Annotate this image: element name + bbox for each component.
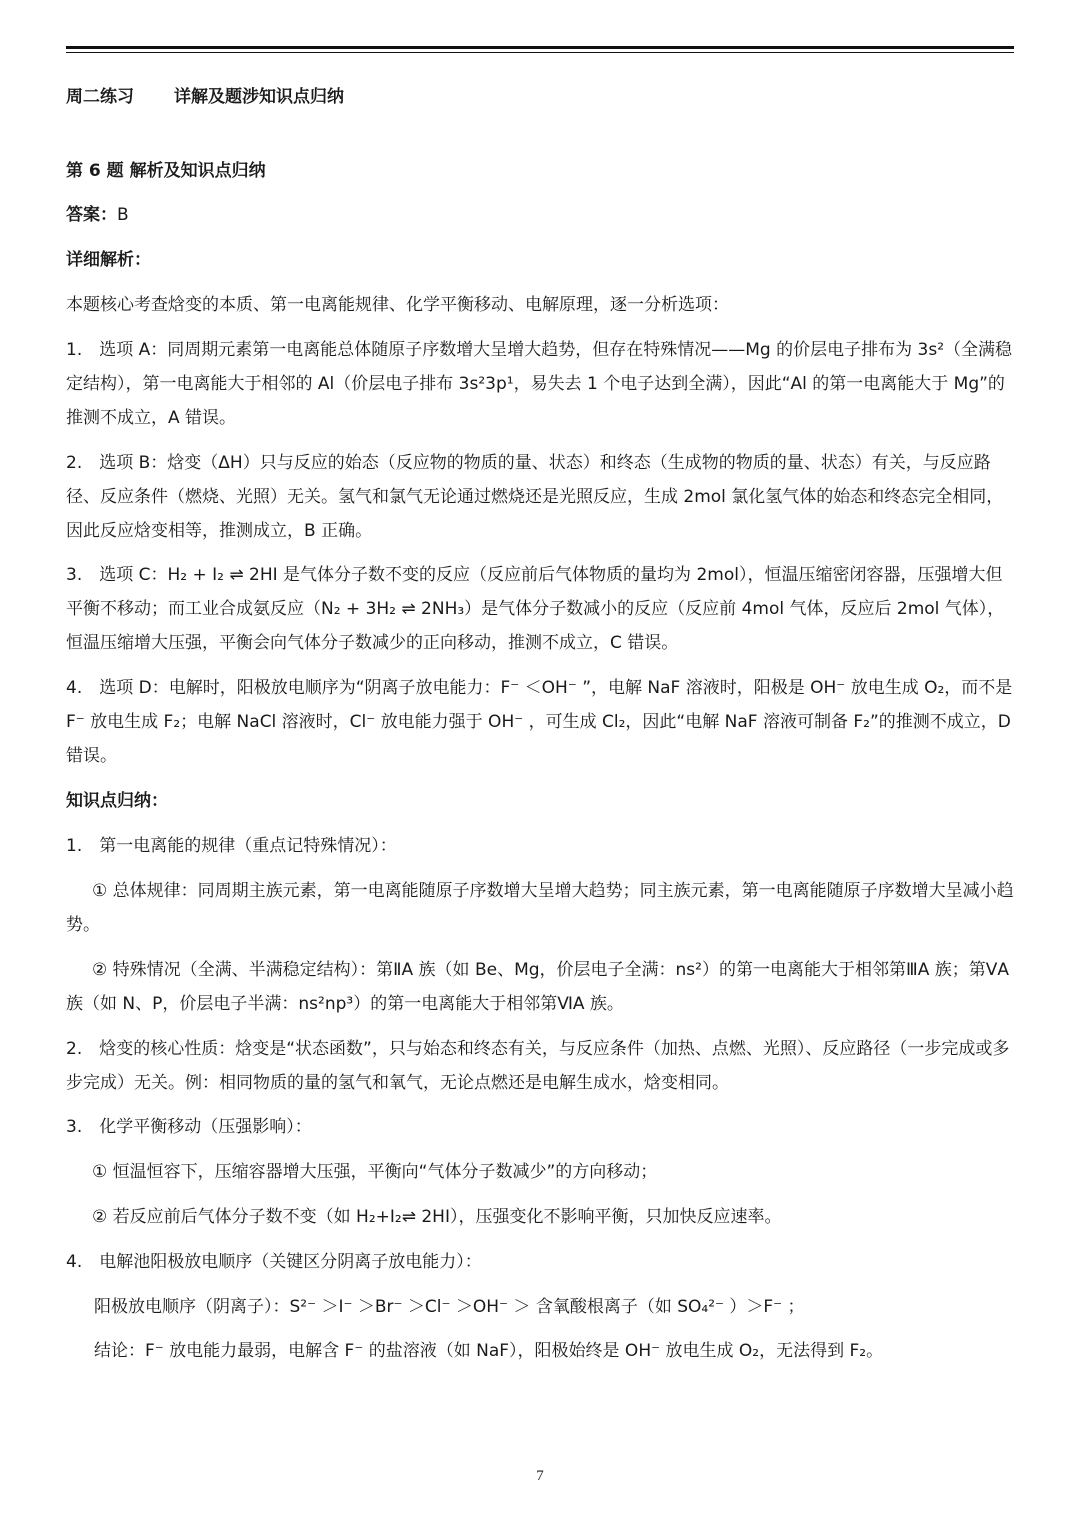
knowledge-4-title: 4. 电解池阳极放电顺序（关键区分阴离子放电能力）： (66, 1252, 482, 1272)
option-c-analysis: 3. 选项 C：H₂ + I₂ ⇌ 2HI 是气体分子数不变的反应（反应前后气体物质的量均为 2mol），恒温压缩密闭容器，压强增大但平衡不移动；而工业合成氨反应（N₂ + 3H₂ ⇌ 2NH₃）是气体分子数减小的反应（反应前 4mol 气体，反应后 2mol 气体），恒温压缩增大压强，平衡会向气体分子数减少的正向移动，推测不成立，C 错误。 (66, 565, 1005, 653)
knowledge-1-b: ② 特殊情况（全满、半满稳定结构）：第ⅡA 族（如 Be、Mg，价层电子全满：ns²）的第一电离能大于相邻第ⅢA 族；第ⅤA 族（如 N、P，价层电子半满：ns²np³）的第一电离能大于相邻第ⅥA 族。 (66, 960, 1009, 1014)
knowledge-1-title: 1. 第一电离能的规律（重点记特殊情况）： (66, 836, 397, 856)
option-b-analysis: 2. 选项 B：焓变（ΔH）只与反应的始态（反应物的物质的量、状态）和终态（生成物的物质的量、状态）有关，与反应路径、反应条件（燃烧、光照）无关。氢气和氯气无论通过燃烧还是光照反应，生成 2mol 氯化氢气体的始态和终态完全相同，因此反应焓变相等，推测成立，B 正确。 (66, 453, 1004, 541)
knowledge-3-title: 3. 化学平衡移动（压强影响）： (66, 1117, 312, 1137)
detail-label: 详细解析： (66, 250, 151, 270)
header-rule-thick (66, 46, 1014, 49)
knowledge-2: 2. 焓变的核心性质：焓变是“状态函数”，只与始态和终态有关，与反应条件（加热、点燃、光照）、反应路径（一步完成或多步完成）无关。例：相同物质的量的氢气和氧气，无论点燃还是电解生成水，焓变相同。 (66, 1039, 1010, 1093)
option-a-analysis: 1. 选项 A：同周期元素第一电离能总体随原子序数增大呈增大趋势，但存在特殊情况——Mg 的价层电子排布为 3s²（全满稳定结构），第一电离能大于相邻的 Al（价层电子排布 3s²3p¹，易失去 1 个电子达到全满），因此“Al 的第一电离能大于 Mg”的推测不成立，A 错误。 (66, 340, 1013, 428)
header-left: 周二练习 (66, 87, 134, 107)
question-title: 第 6 题 解析及知识点归纳 (66, 161, 266, 181)
knowledge-4-a: 阳极放电顺序（阴离子）：S²⁻ ＞I⁻ ＞Br⁻ ＞Cl⁻ ＞OH⁻ ＞ 含氧酸根离子（如 SO₄²⁻ ）＞F⁻ ； (94, 1297, 805, 1317)
detail-intro: 本题核心考查焓变的本质、第一电离能规律、化学平衡移动、电解原理，逐一分析选项： (66, 295, 729, 315)
option-d-analysis: 4. 选项 D：电解时，阳极放电顺序为“阴离子放电能力：F⁻ ＜OH⁻ ”，电解 NaF 溶液时，阳极是 OH⁻ 放电生成 O₂，而不是 F⁻ 放电生成 F₂；电解 NaCl 溶液时，Cl⁻ 放电能力强于 OH⁻ ，可生成 Cl₂，因此“电解 NaF 溶液可制备 F₂”的推测不成立，D 错误。 (66, 678, 1013, 766)
answer-line: 答案：B (66, 205, 129, 225)
knowledge-1-a: ① 总体规律：同周期主族元素，第一电离能随原子序数增大呈增大趋势；同主族元素，第一电离能随原子序数增大呈减小趋势。 (66, 881, 1014, 935)
page-header (66, 82, 1016, 107)
header-right: 详解及题涉知识点归纳 (174, 87, 344, 107)
knowledge-4-b: 结论：F⁻ 放电能力最弱，电解含 F⁻ 的盐溶液（如 NaF），阳极始终是 OH⁻ 放电生成 O₂，无法得到 F₂。 (94, 1341, 884, 1361)
header-rule-thin (66, 52, 1014, 53)
page-number: 7 (536, 1468, 544, 1484)
knowledge-label: 知识点归纳： (66, 791, 168, 811)
knowledge-3-b: ② 若反应前后气体分子数不变（如 H₂+I₂⇌ 2HI），压强变化不影响平衡，只加快反应速率。 (92, 1207, 782, 1227)
knowledge-3-a: ① 恒温恒容下，压缩容器增大压强，平衡向“气体分子数减少”的方向移动； (92, 1162, 658, 1182)
